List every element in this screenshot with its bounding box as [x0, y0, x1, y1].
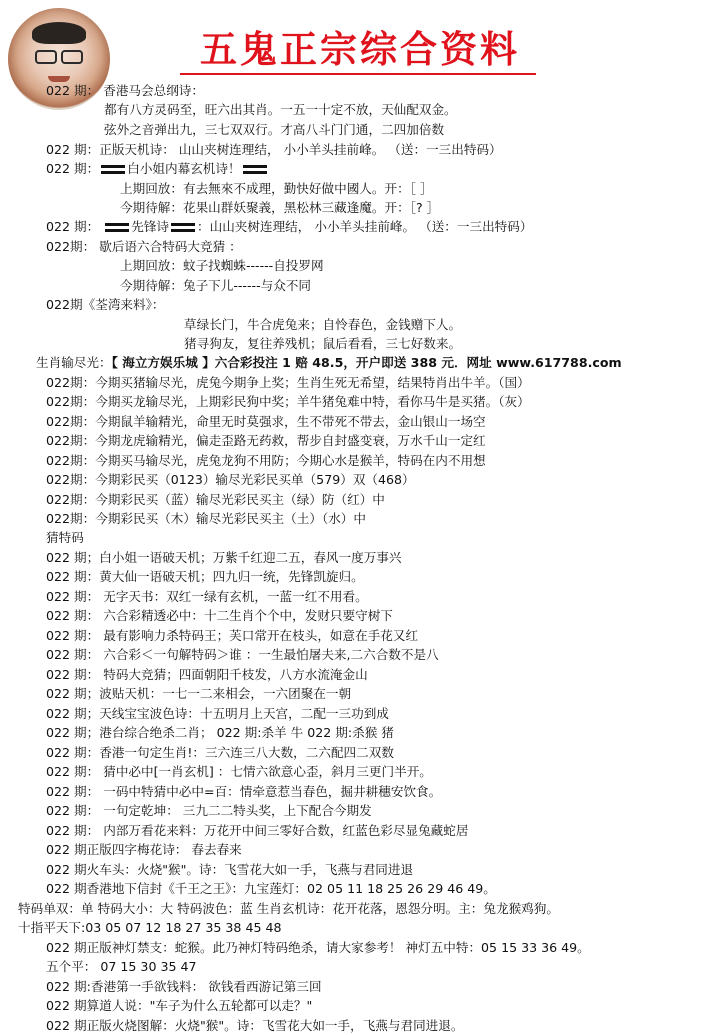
line-text: 都有八方灵码至，旺六出其肖。一五一十定不放，天仙配双金。: [104, 102, 457, 117]
text-line: [46, 646, 439, 664]
double-bar-icon: [105, 223, 129, 232]
text-line: [46, 393, 530, 411]
line-text: 022 期正版四字梅花诗： 春去春来: [46, 842, 242, 857]
line-text: 特码单双：单 特码大小：大 特码波色：蓝 生肖玄机诗：花开花落，恩怨分明。主：兔龙猴鸡狗。: [18, 901, 559, 916]
text-line: [120, 180, 433, 198]
line-text: 022期：今期买马输尽光，虎兔龙狗不用防；今期心水是猴羊，特码在内不用想: [46, 453, 486, 468]
line-text: 022 期： 一码中特猜中必中=百：情牵意惹当春色，掘井耕穗安饮食。: [46, 784, 442, 799]
line-text: 022 期香港地下信封《千王之王》：九宝莲灯：02 05 11 18 25 26 29 46 49。: [46, 881, 496, 896]
text-line: [46, 939, 590, 957]
text-line: [46, 141, 502, 159]
text-line: [46, 997, 312, 1015]
page-title: 五鬼正宗综合资料: [200, 27, 520, 71]
text-line: [46, 861, 413, 879]
text-line: [46, 432, 486, 450]
line-text: 022期：今期彩民买（蓝）输尽光彩民买主（绿）防（红）中: [46, 492, 385, 507]
double-bar-icon: [171, 223, 195, 232]
text-line: [46, 549, 401, 567]
text-line: [46, 763, 432, 781]
line-text: 022期：今期彩民买（木）输尽光彩民买主（土）（水）中: [46, 511, 366, 526]
line-text: 弦外之音弹出九，三七双双行。才高八斗门门通，二四加倍数: [104, 122, 445, 137]
text-line: [46, 510, 366, 528]
text-line: [184, 316, 461, 334]
line-text: 022 期；港台综合绝杀二肖； 022 期:杀羊 牛 022 期:杀猴 猪: [46, 725, 394, 740]
text-line: [46, 802, 372, 820]
line-text: 022 期：香港一句定生肖!：三六连三八大数，二六配四二双数: [46, 745, 394, 760]
text-line: [46, 666, 368, 684]
title-underline: [180, 73, 536, 75]
line-text: 022期：今期龙虎输精光，偏走歪路无药救，帮步自封盛变衰，万水千山一定红: [46, 433, 486, 448]
text-line: [46, 238, 242, 256]
line-text: 022 期：黄大仙一语破天机；四九归一统，先锋凯旋归。: [46, 569, 364, 584]
text-line: [46, 296, 165, 314]
text-line: [46, 491, 385, 509]
line-text: 022 期： 内部万看花来料：万花开中间三零好合数，红蓝色彩尽显兔藏蛇居: [46, 823, 469, 838]
line-text: 上期回放：有去無來不成理，勤快好做中國人。开：［ ］: [120, 181, 433, 196]
line-text: 草绿长门，牛合虎兔来；自怜春色，金钱赠下人。: [184, 317, 462, 332]
text-line: [46, 724, 394, 742]
line-text: 022期：今期彩民买（0123）输尽光彩民买单（579）双（468）: [46, 472, 415, 487]
text-line: [46, 822, 468, 840]
text-line: [46, 452, 486, 470]
line-text: 022 期： 六合彩＜一句解特码＞谁 ：一生最怕屠夫来,二六合数不是八: [46, 647, 439, 662]
text-line: [120, 199, 439, 217]
text-line: [46, 568, 364, 586]
line-text: 022 期正版火烧图解：火烧"猴"。诗：飞雪花大如一手，飞燕与君同进退。: [46, 1018, 464, 1033]
line-text: 022 期:香港第一手欲钱料： 欲钱看西游记第三回: [46, 979, 322, 994]
line-text: 022期： 歇后语六合特码大竞猜 ：: [46, 239, 242, 254]
text-line: [104, 101, 457, 119]
text-line: [46, 841, 242, 859]
line-text: 022 期；波贴天机：一七一二来相会，一六团聚在一朝: [46, 686, 352, 701]
text-line: [46, 471, 415, 489]
text-line: [46, 958, 197, 976]
line-text: 白小姐内幕玄机诗！: [127, 161, 241, 176]
text-line: [46, 607, 393, 625]
text-line: [46, 744, 394, 762]
text-line: [46, 374, 530, 392]
line-text: 022期：今期鼠羊输精光，命里无时莫强求，生不带死不带去，金山银山一场空: [46, 414, 486, 429]
text-line: [104, 121, 444, 139]
text-line: [18, 900, 559, 918]
line-text: ：山山夹树连理结， 小小羊头挂前峰。 （送：一三出特码）: [197, 219, 533, 234]
text-line: [46, 627, 418, 645]
line-text: 五个平： 07 15 30 35 47: [46, 959, 197, 974]
line-prefix: 022 期：: [46, 219, 104, 234]
line-text: 十指平天下:03 05 07 12 18 27 35 38 45 48: [18, 920, 282, 935]
text-line: [46, 82, 204, 100]
text-line: [120, 277, 311, 295]
line-text: 猜特码: [46, 530, 84, 545]
line-text: 022 期： 特码大竞猜；四面朝阳千枝发，八方水流淹金山: [46, 667, 368, 682]
line-text: 022 期：正版天机诗： 山山夹树连理结， 小小羊头挂前峰。 （送：一三出特码）: [46, 142, 502, 157]
text-line: [46, 685, 351, 703]
line-text: 022期：今期买龙输尽光，上期彩民狗中奖；羊牛猪兔难中特，看你马牛是买猪。（灰）: [46, 394, 530, 409]
text-line: [46, 529, 84, 547]
line-text: 022 期算道人说："车子为什么五轮都可以走？": [46, 998, 313, 1013]
line-text: 022 期： 最有影响力杀特码王；芙口常开在枝头，如意在手花又红: [46, 628, 419, 643]
line-text: 022期《荃湾来料》：: [46, 297, 165, 312]
line-text: 先锋诗: [131, 219, 170, 234]
line-text: 022 期： 六合彩精透必中：十二生肖个个中，发财只要守树下: [46, 608, 393, 623]
line-text: 022 期： 无字天书：双红一绿有玄机，一蓝一红不用看。: [46, 589, 368, 604]
text-line: [120, 257, 324, 275]
ad-text: 【 海立方娱乐城 】六合彩投注 1 赔 48.5，开户即送 388 元．网址 www.617788.com: [111, 355, 622, 370]
line-prefix: 生肖输尽光：: [36, 355, 112, 370]
text-line: [46, 978, 322, 996]
line-text: 今期待解：兔子下儿------与众不同: [120, 278, 311, 293]
line-prefix: 022 期：: [46, 161, 100, 176]
line-text: 猪寻狗友，复往养残机；鼠后看看，三七好数来。: [184, 336, 462, 351]
line-text: 022 期： 猜中必中[一肖玄机] ：七情六欲意心歪，斜月三更门半开。: [46, 764, 432, 779]
line-text: 022 期；天线宝宝波色诗：十五明月上天宫，二配一三功到成: [46, 706, 389, 721]
text-line: [46, 160, 269, 178]
text-line: [46, 783, 441, 801]
double-bar-icon: [101, 165, 125, 174]
text-line: [184, 335, 461, 353]
line-text: 上期回放：蚊子找蜘蛛------自投罗网: [120, 258, 324, 273]
line-text: 022 期火车头：火烧"猴"。诗：飞雪花大如一手，飞燕与君同进退: [46, 862, 414, 877]
text-line: [18, 919, 282, 937]
text-line: [46, 705, 389, 723]
text-line: [36, 354, 622, 372]
line-text: 022 期；白小姐一语破天机；万紫千红迎二五，春风一度万事兴: [46, 550, 402, 565]
text-line: [46, 218, 532, 236]
text-line: [46, 413, 486, 431]
line-text: 022 期： 香港马会总纲诗：: [46, 83, 204, 98]
line-text: 022 期正版神灯禁支：蛇猴。此乃神灯特码绝杀，请大家参考！ 神灯五中特：05 15 33 36 49。: [46, 940, 590, 955]
line-text: 今期待解：花果山群妖聚義，黑松林三藏逢魔。开：［? ］: [120, 200, 440, 215]
text-line: [46, 588, 368, 606]
text-line: [46, 880, 496, 898]
line-text: 022期：今期买猪输尽光，虎兔今期争上奖；生肖生死无希望，结果特肖出牛羊。（国）: [46, 375, 530, 390]
double-bar-icon: [243, 165, 267, 174]
line-text: 022 期： 一句定乾坤： 三九二二特头奖，上下配合今期发: [46, 803, 372, 818]
text-line: [46, 1017, 463, 1035]
